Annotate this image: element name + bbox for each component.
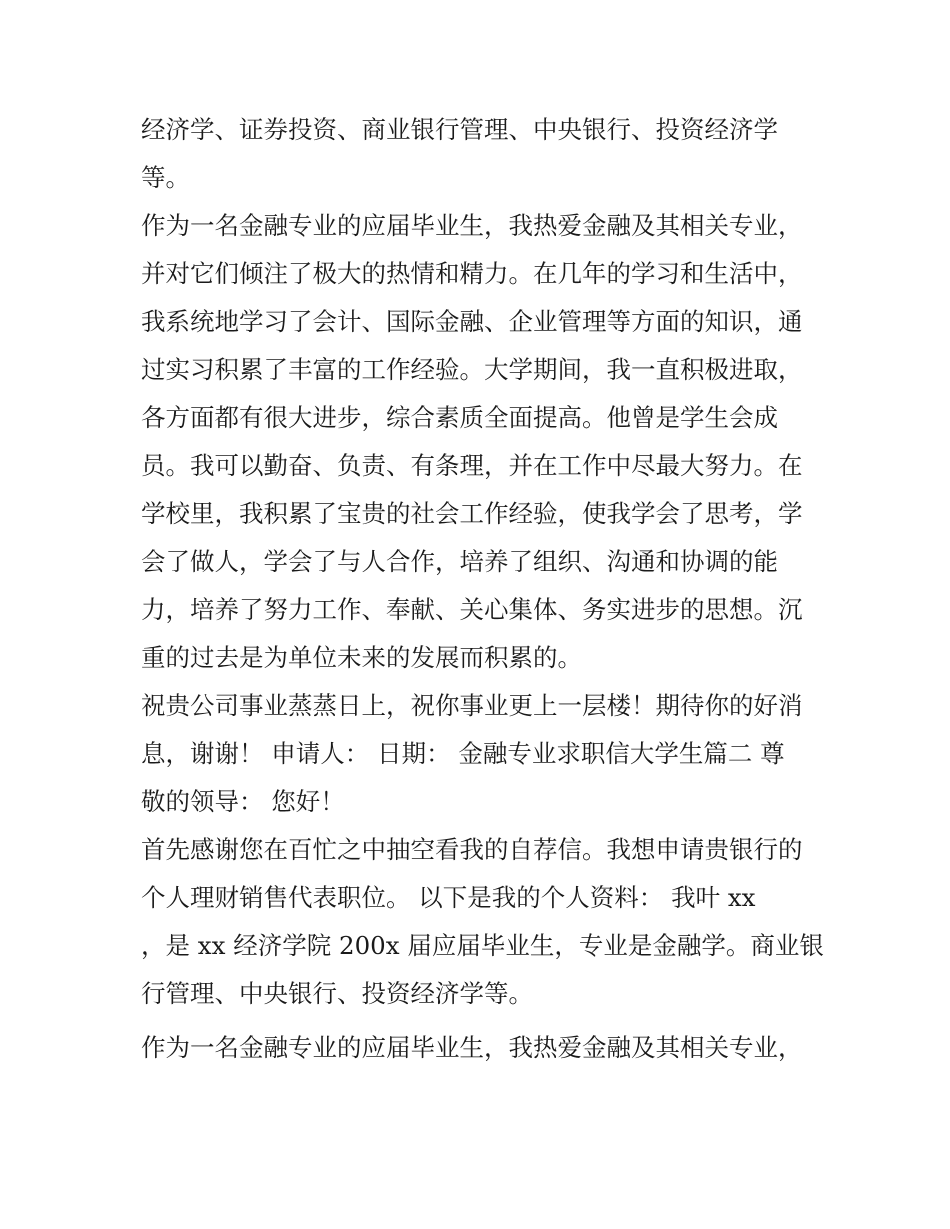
text-line: 我系统地学习了会计、国际金融、企业管理等方面的知识，通: [141, 307, 803, 336]
text-line: 重的过去是为单位未来的发展而积累的。: [141, 643, 582, 672]
text-line: 作为一名金融专业的应届毕业生，我热爱金融及其相关专业，: [141, 1033, 803, 1062]
text-line: 首先感谢您在百忙之中抽空看我的自荐信。我想申请贵银行的: [141, 835, 803, 864]
text-line: 息，谢谢！ 申请人： 日期： 金融专业求职信大学生篇二 尊: [141, 739, 785, 768]
text-line: 学校里，我积累了宝贵的社会工作经验，使我学会了思考，学: [141, 499, 803, 528]
text-line: 各方面都有很大进步，综合素质全面提高。他曾是学生会成: [141, 403, 778, 432]
text-line: 过实习积累了丰富的工作经验。大学期间，我一直积极进取，: [141, 355, 803, 384]
text-line: 等。: [141, 163, 190, 192]
text-line: 并对它们倾注了极大的热情和精力。在几年的学习和生活中，: [141, 259, 803, 288]
text-line: 行管理、中央银行、投资经济学等。: [141, 979, 533, 1008]
text-line: 祝贵公司事业蒸蒸日上，祝你事业更上一层楼！期待你的好消: [141, 691, 803, 720]
text-line: 会了做人，学会了与人合作，培养了组织、沟通和协调的能: [141, 547, 778, 576]
text-line: 经济学、证券投资、商业银行管理、中央银行、投资经济学: [141, 115, 778, 144]
text-line: 敬的领导： 您好！: [141, 787, 345, 816]
text-line: 个人理财销售代表职位。 以下是我的个人资料： 我叶 xx: [141, 883, 756, 912]
text-line: ，是 xx 经济学院 200x 届应届毕业生，专业是金融学。商业银: [141, 931, 824, 960]
text-line: 员。我可以勤奋、负责、有条理，并在工作中尽最大努力。在: [141, 451, 803, 480]
document-body: [141, 106, 831, 1072]
text-line: 力，培养了努力工作、奉献、关心集体、务实进步的思想。沉: [141, 595, 803, 624]
text-line: 作为一名金融专业的应届毕业生，我热爱金融及其相关专业，: [141, 211, 803, 240]
